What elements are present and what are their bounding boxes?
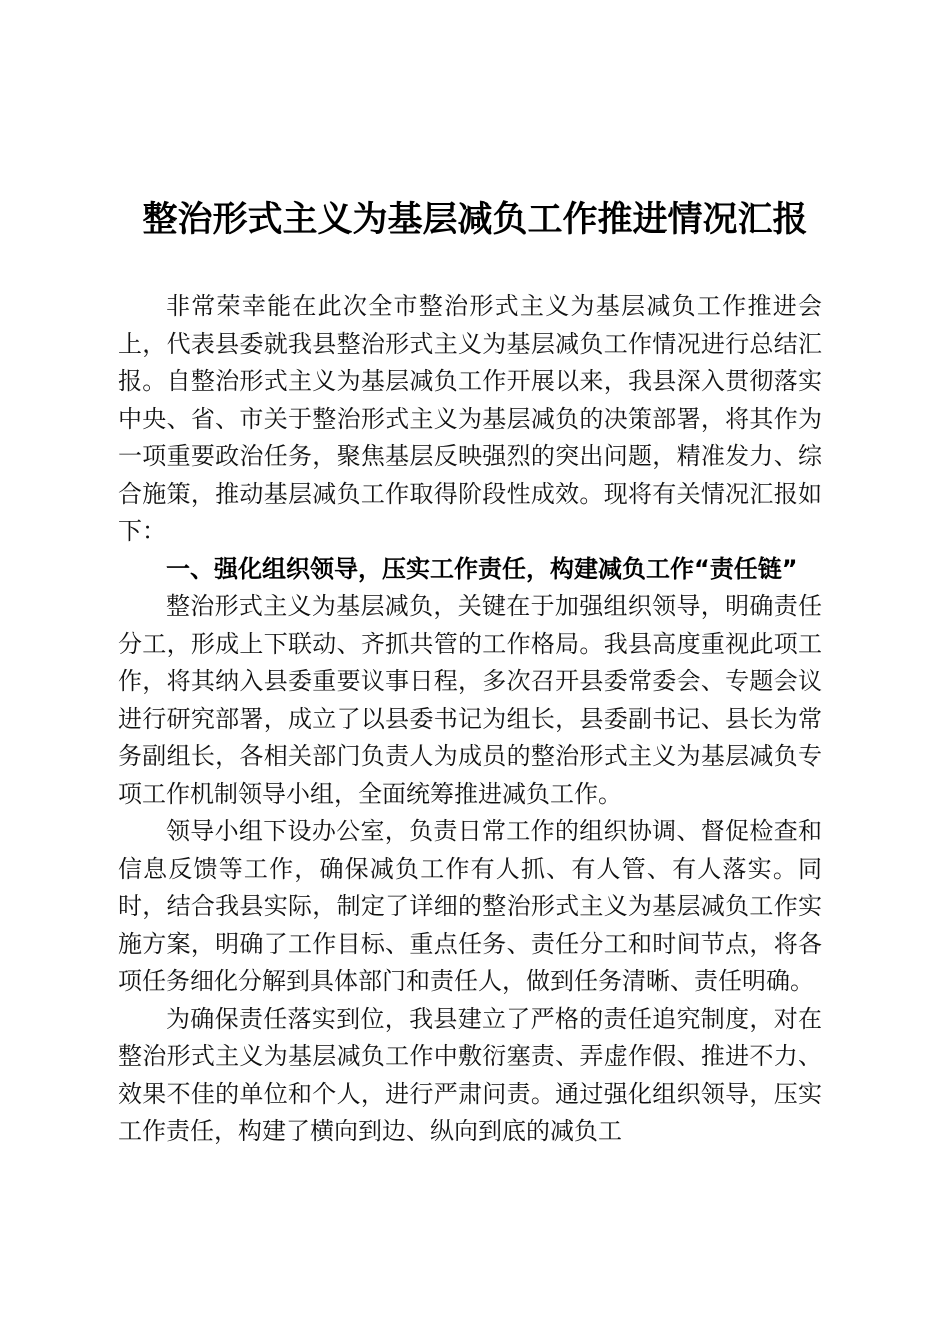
document-title: 整治形式主义为基层减负工作推进情况汇报 [142, 199, 808, 240]
intro-paragraph: 非常荣幸能在此次全市整治形式主义为基层减负工作推进会上，代表县委就我县整治形式主义为基层减负工作情况进行总结汇报。自整治形式主义为基层减负工作开展以来，我县深入贯彻落实中央、省、市关于整治形式主义为基层减负的决策部署，将其作为一项重要政治任务，聚焦基层反映强烈的突出问题，精准发力、综合施策，推动基层减负工作取得阶段性成效。现将有关情况汇报如下： [118, 292, 822, 545]
section-paragraph-2: 领导小组下设办公室，负责日常工作的组织协调、督促检查和信息反馈等工作，确保减负工作有人抓、有人管、有人落实。同时，结合我县实际，制定了详细的整治形式主义为基层减负工作实施方案，明确了工作目标、重点任务、责任分工和时间节点，将各项任务细化分解到具体部门和责任人，做到任务清晰、责任明确。 [118, 817, 822, 995]
section-paragraph-3: 为确保责任落实到位，我县建立了严格的责任追究制度，对在整治形式主义为基层减负工作中敷衍塞责、弄虚作假、推进不力、效果不佳的单位和个人，进行严肃问责。通过强化组织领导，压实工作责任，构建了横向到边、纵向到底的减负工 [118, 1004, 822, 1145]
section-heading-1: 一、强化组织领导，压实工作责任，构建减负工作“责任链” [166, 554, 798, 583]
section-paragraph-1: 整治形式主义为基层减负，关键在于加强组织领导，明确责任分工，形成上下联动、齐抓共管的工作格局。我县高度重视此项工作，将其纳入县委重要议事日程，多次召开县委常委会、专题会议进行研究部署，成立了以县委书记为组长，县委副书记、县长为常务副组长，各相关部门负责人为成员的整治形式主义为基层减负专项工作机制领导小组，全面统筹推进减负工作。 [118, 592, 822, 808]
document-body [118, 288, 822, 1151]
